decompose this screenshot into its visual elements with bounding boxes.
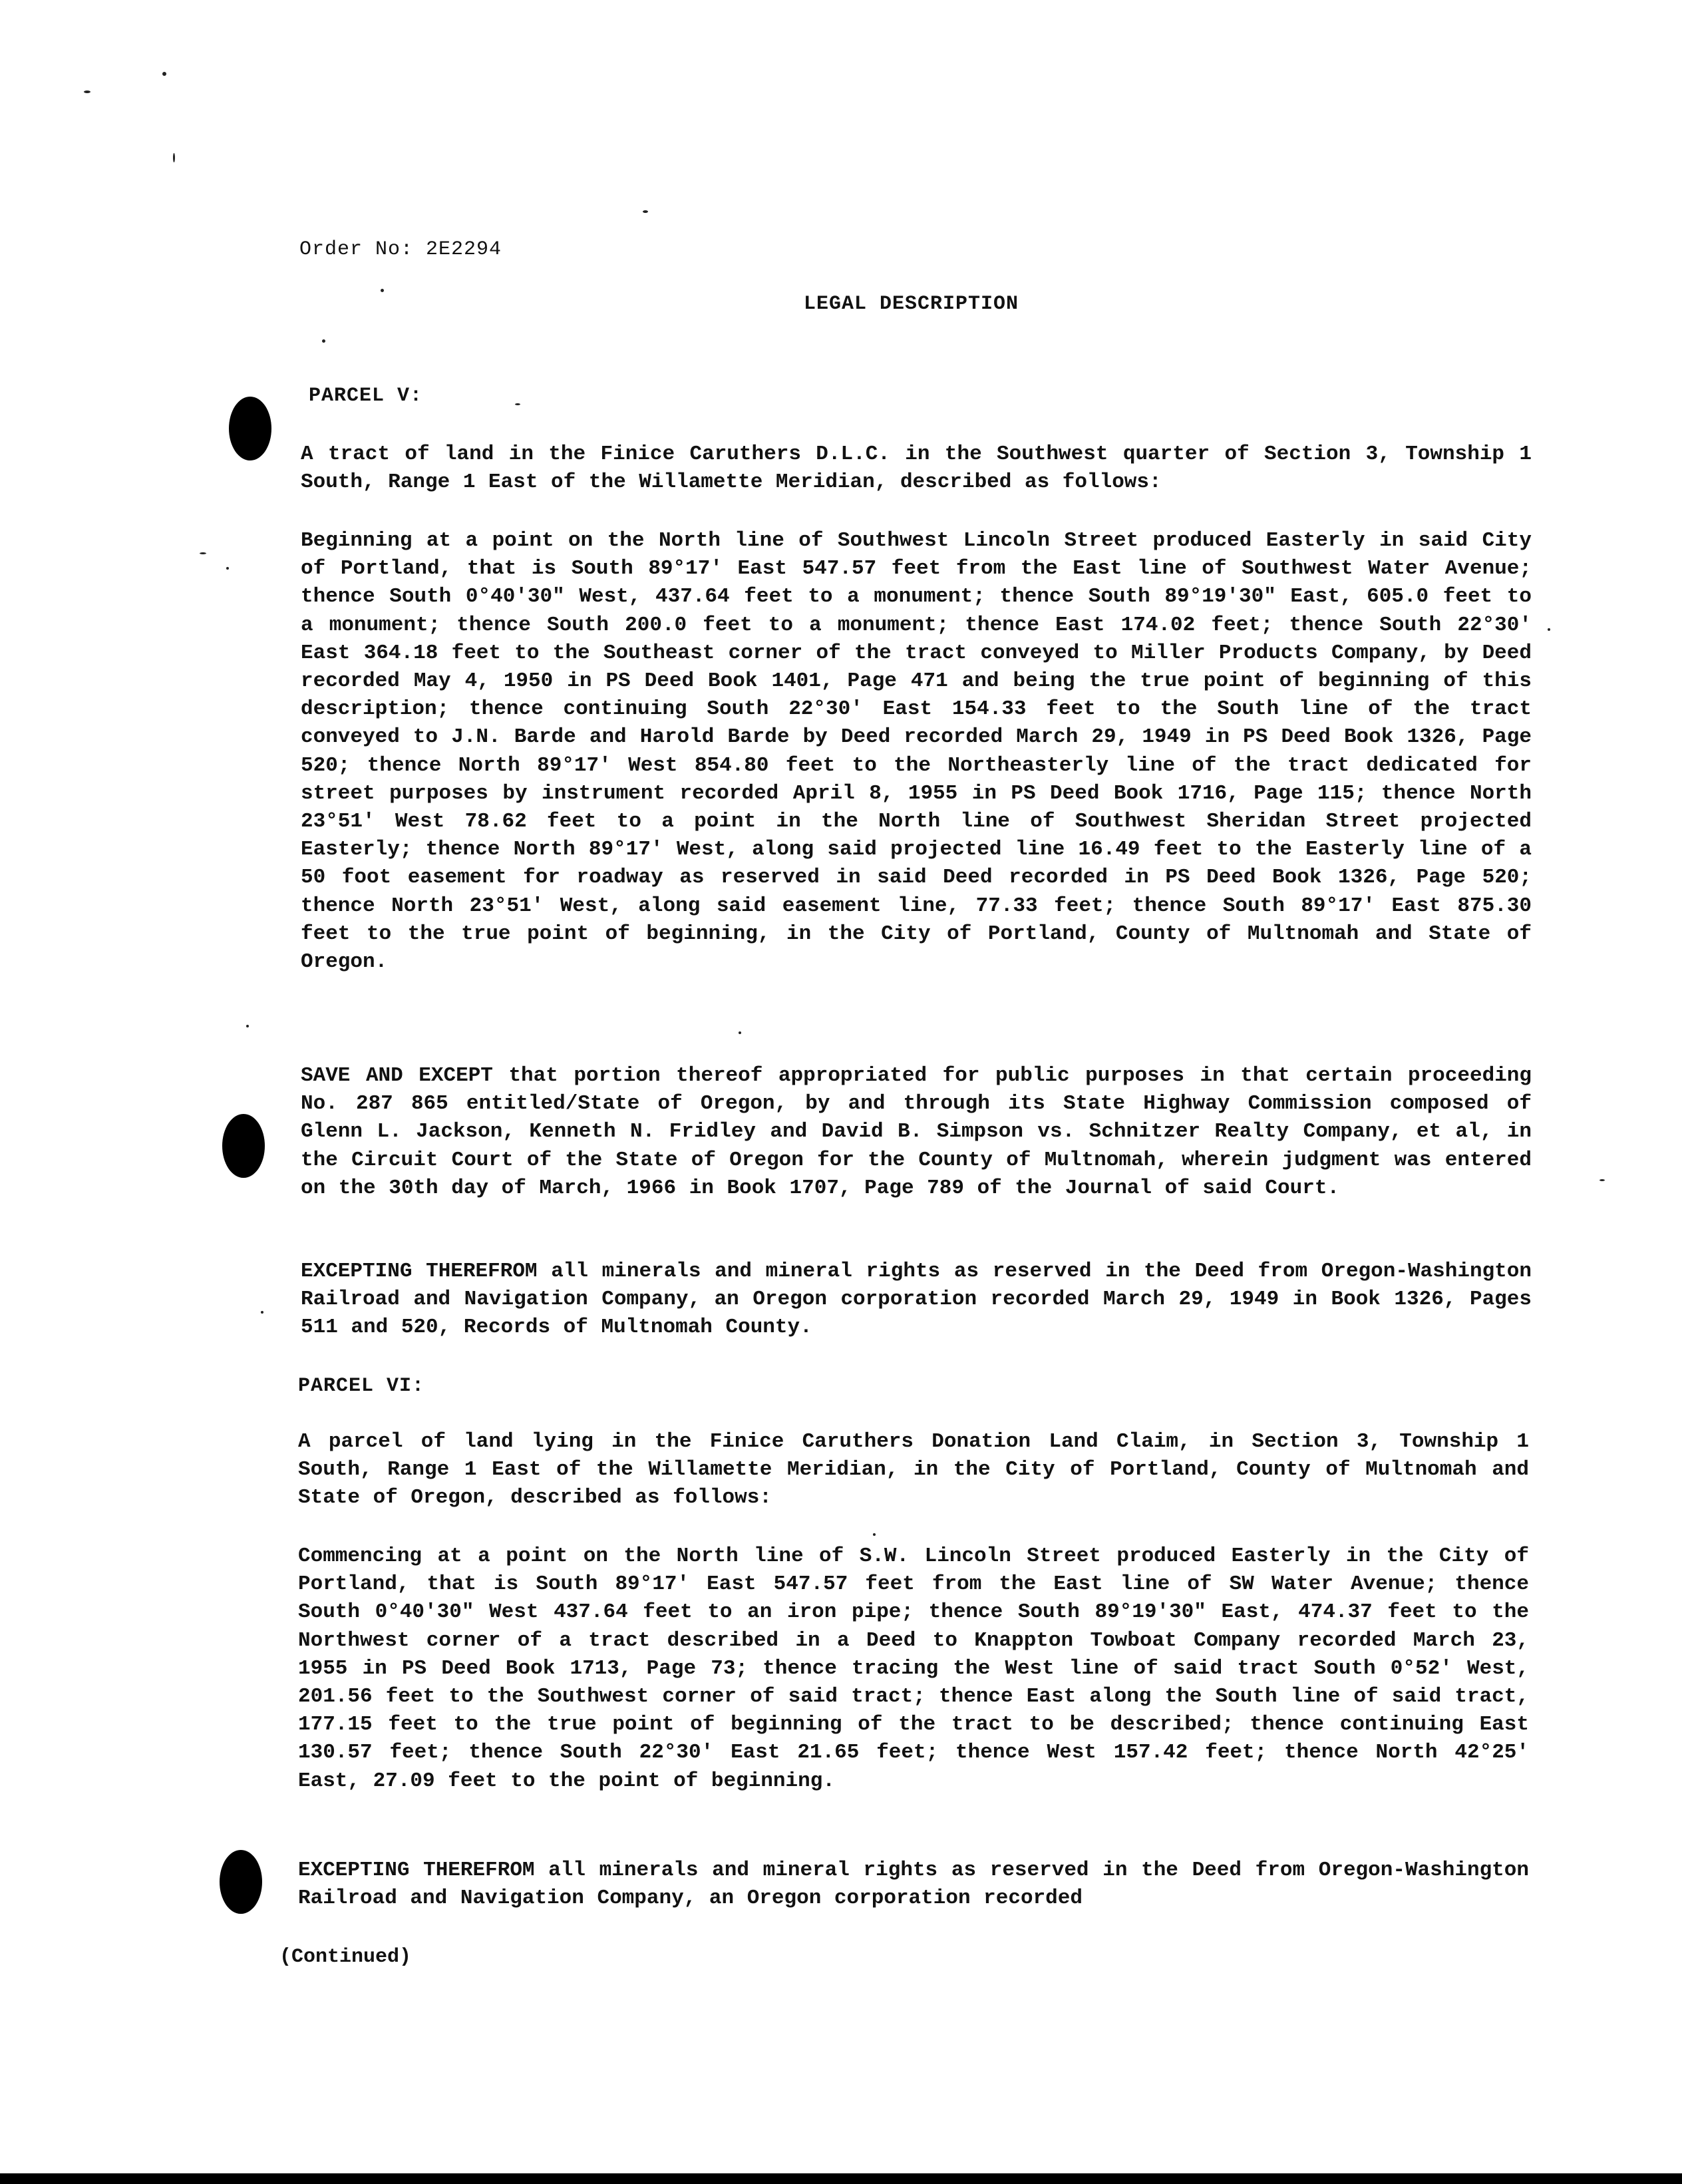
scan-speck <box>739 1031 741 1034</box>
scan-speck <box>200 552 206 554</box>
scan-speck <box>162 72 166 76</box>
scan-speck <box>322 339 325 343</box>
parcel-vi-description: Commencing at a point on the North line of S.W. Lincoln Street produced Easterly in the City of Portland, that is South 89°17' East 547.57 feet from the East line of SW Water Avenue; thence South 0°40'30" West 437.64 feet to an iron pipe; thence South 89°19'30" East, 474.37 feet to the Northwest corner of a tract described in a Deed to Knappton Towboat Company recorded March 23, 1955 in PS Deed Book 1713, Page 73; thence tracing the West line of said tract South 0°52' West, 201.56 feet to the Southwest corner of said tract; thence East along the South line of said tract, 177.15 feet to the true point of beginning of the tract to be described; thence continuing East 130.57 feet; thence South 22°30' East 21.65 feet; thence West 157.42 feet; thence North 42°25' East, 27.09 feet to the point of beginning. <box>298 1545 1529 1793</box>
punch-hole-middle <box>222 1114 265 1178</box>
parcel-v-save-and-except: SAVE AND EXCEPT that portion thereof appropriated for public purposes in that certain proceeding No. 287 865 entitled/State of Oregon, by and through its State Highway Commission composed of Glenn L. Jackson, Kenneth N. Fridley and David B. Simpson vs. Schnitzer Realty Company, et al, in the Circuit Court of the State of Oregon for the County of Multnomah, wherein judgment was entered on the 30th day of March, 1966 in Book 1707, Page 789 of the Journal of said Court. <box>301 1064 1532 1200</box>
punch-hole-top <box>229 397 271 460</box>
parcel-vi-intro: A parcel of land lying in the Finice Caruthers Donation Land Claim, in Section 3, Township 1 South, Range 1 East of the Willamette Meridian, in the City of Portland, County of Multnomah and State of Oregon, described as follows: <box>298 1430 1529 1510</box>
parcel-v-heading: PARCEL V: <box>309 385 423 407</box>
parcel-v-description: Beginning at a point on the North line of Southwest Lincoln Street produced Easterly in said City of Portland, that is South 89°17' East 547.57 feet from the East line of Southwest Water Avenue; thence South 0°40'30" West, 437.64 feet to a monument; thence South 89°19'30" East, 605.0 feet to a monument; thence South 200.0 feet to a monument; thence East 174.02 feet; thence South 22°30' East 364.18 feet to the Southeast corner of the tract conveyed to Miller Products Company, by Deed recorded May 4, 1950 in PS Deed Book 1401, Page 471 and being the true point of beginning of this description; thence continuing South 22°30' East 154.33 feet to the South line of the tract conveyed to J.N. Barde and Harold Barde by Deed recorded March 29, 1949 in PS Deed Book 1326, Page 520; thence North 89°17' West 854.80 feet to the Northeasterly line of the tract dedicated for street purposes by instrument recorded April 8, 1955 in PS Deed Book 1716, Page 115; thence North 23°51' West 78.62 feet to a point in the North line of Southwest Sheridan Street projected Easterly; thence North 89°17' West, along said projected line 16.49 feet to the Easterly line of a 50 foot easement for roadway as reserved in said Deed recorded in PS Deed Book 1326, Page 520; thence North 23°51' West, along said easement line, 77.33 feet; thence South 89°17' East 875.30 feet to the true point of beginning, in the City of Portland, County of Multnomah and State of Oregon. <box>301 529 1532 974</box>
scan-speck <box>643 210 648 213</box>
scan-speck <box>246 1025 249 1027</box>
parcel-vi-heading: PARCEL VI: <box>298 1375 425 1397</box>
continued-note: (Continued) <box>279 1946 412 1968</box>
parcel-v-intro: A tract of land in the Finice Caruthers D.L.C. in the Southwest quarter of Section 3, Township 1 South, Range 1 East of the Willamette Meridian, described as follows: <box>301 443 1532 494</box>
scan-speck <box>261 1311 263 1314</box>
scan-speck <box>515 403 520 405</box>
scan-speck <box>1599 1179 1605 1181</box>
punch-hole-bottom <box>220 1850 262 1914</box>
scan-speck <box>226 567 229 570</box>
scan-speck <box>84 91 90 93</box>
scan-speck <box>173 153 175 162</box>
scan-bottom-edge <box>0 2173 1682 2184</box>
order-number: Order No: 2E2294 <box>299 238 502 261</box>
parcel-v-mineral-exception: EXCEPTING THEREFROM all minerals and mineral rights as reserved in the Deed from Oregon-Washington Railroad and Navigation Company, an Oregon corporation recorded March 29, 1949 in Book 1326, Pages 511 and 520, Records of Multnomah County. <box>301 1260 1532 1340</box>
scan-speck <box>381 289 384 292</box>
scan-speck <box>873 1533 876 1536</box>
document-title: LEGAL DESCRIPTION <box>804 293 1019 315</box>
parcel-vi-mineral-exception: EXCEPTING THEREFROM all minerals and mineral rights as reserved in the Deed from Oregon-Washington Railroad and Navigation Company, an Oregon corporation recorded <box>298 1859 1529 1911</box>
scan-speck <box>1548 628 1550 631</box>
